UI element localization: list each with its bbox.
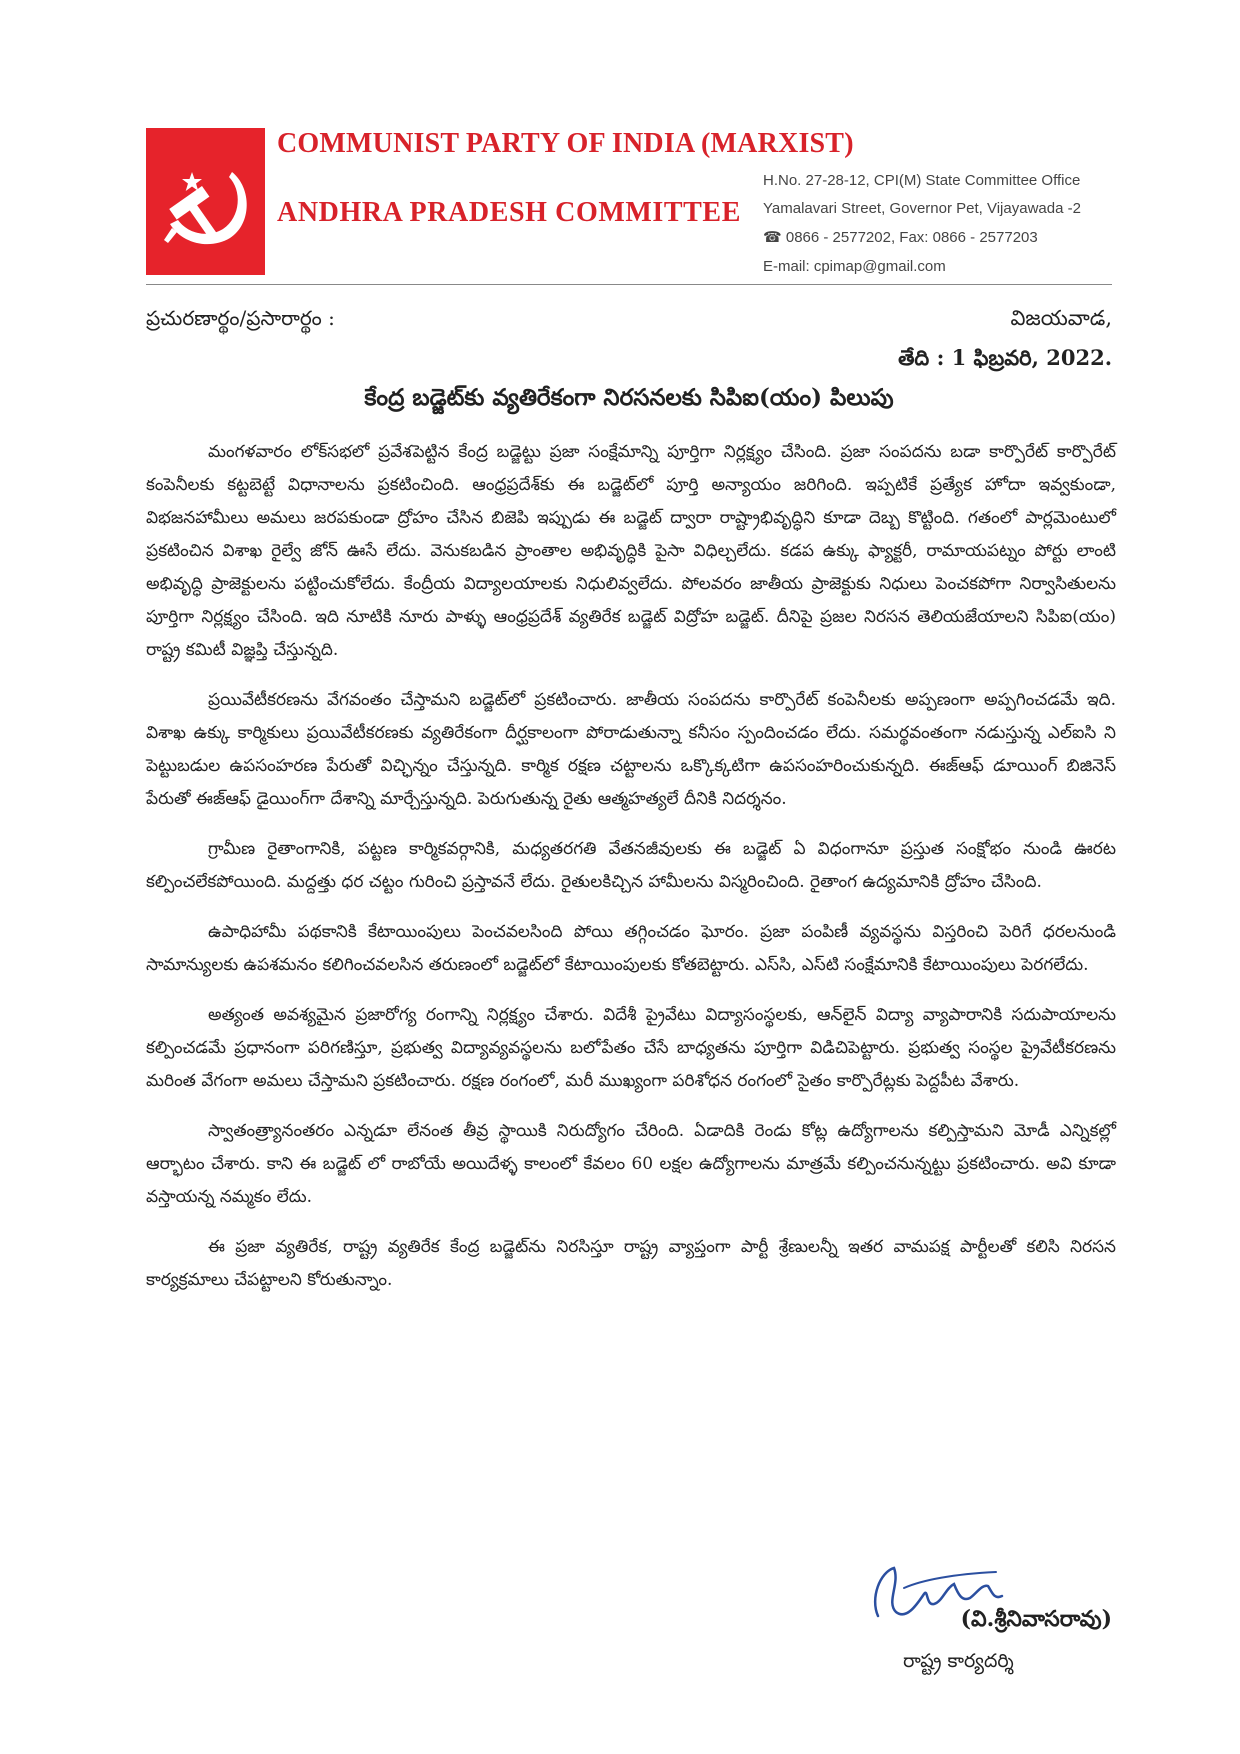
date: తేది : 1 ఫిబ్రవరి, 2022.: [898, 345, 1112, 370]
committee-name: ANDHRA PRADESH COMMITTEE: [277, 197, 741, 228]
hammer-sickle-star-icon: [146, 128, 265, 275]
paragraph-5: అత్యంత అవశ్యమైన ప్రజారోగ్య రంగాన్ని నిర్లక్ష్యం చేశారు. విదేశీ ప్రైవేటు విద్యాసంస్థలకు, ఆన్‌లైన్ విద్యా వ్యాపారానికి సదుపాయాలను కల్పించడమే ప్రధానంగా పరిగణిస్తూ, ప్రభుత్వ విద్యావ్యవస్థలను బలోపేతం చేసే బాధ్యతను పూర్తిగా విడిచిపెట్టారు. ప్రభుత్వ సంస్థల ప్రైవేటీకరణను మరింత వేగంగా అమలు చేస్తామని ప్రకటించారు. రక్షణ రంగంలో, మరీ ముఖ్యంగా పరిశోధన రంగంలో సైతం కార్పొరేట్లకు పెద్దపీట వేశారు.: [146, 1005, 1116, 1091]
press-release-body: [146, 436, 1116, 1314]
paragraph-4: ఉపాధిహామీ పథకానికి కేటాయింపులు పెంచవలసింది పోయి తగ్గించడం ఘోరం. ప్రజా పంపిణీ వ్యవస్థను విస్తరించి పెరిగే ధరలనుండి సామాన్యులకు ఉపశమనం కలిగించవలసిన తరుణంలో బడ్జెట్‌లో కేటాయింపులకు కోతబెట్టారు. ఎస్‌సి, ఎస్‌టి సంక్షేమానికి కేటాయింపులు పెరగలేదు.: [146, 922, 1116, 975]
email-line: E-mail: cpimap@gmail.com: [763, 258, 946, 275]
paragraph-2: ప్రయివేటీకరణను వేగవంతం చేస్తామని బడ్జెట్‌లో ప్రకటించారు. జాతీయ సంపదను కార్పొరేట్ కంపెనీలకు అప్పణంగా అప్పగించడమే ఇది. విశాఖ ఉక్కు కార్మికులు ప్రయివేటీకరణకు వ్యతిరేకంగా దీర్ఘకాలంగా పోరాడుతున్నా కనీసం స్పందించడం లేదు. సమర్థవంతంగా నడుస్తున్న ఎల్‌ఐసి ని పెట్టుబడుల ఉపసంహరణ పేరుతో విచ్ఛిన్నం చేస్తున్నది. కార్మిక రక్షణ చట్టాలను ఒక్కొక్కటిగా ఉపసంహరించుకున్నది. ఈజ్‌ఆఫ్ డూయింగ్ బిజినెస్ పేరుతో ఈజ్‌ఆఫ్ డైయింగ్‌గా దేశాన్ని మార్చేస్తున్నది. పెరుగుతున్న రైతు ఆత్మహత్యలే దీనికి నిదర్శనం.: [146, 690, 1116, 809]
paragraph-1: మంగళవారం లోక్‌సభలో ప్రవేశపెట్టిన కేంద్ర బడ్జెట్టు ప్రజా సంక్షేమాన్ని పూర్తిగా నిర్లక్ష్యం చేసింది. ప్రజా సంపదను బడా కార్పొరేట్ కార్పొరేట్ కంపెనీలకు కట్టబెట్టే విధానాలను ప్రకటించింది. ఆంధ్రప్రదేశ్‌కు ఈ బడ్జెట్‌లో పూర్తి అన్యాయం జరిగింది. ఇప్పటికే ప్రత్యేక హోదా ఇవ్వకుండా, విభజనహామీలు అమలు జరపకుండా ద్రోహం చేసిన బిజెపి ఇప్పుడు ఈ బడ్జెట్ ద్వారా రాష్ట్రాభివృద్ధిని కూడా దెబ్బ కొట్టింది. గతంలో పార్లమెంటులో ప్రకటించిన విశాఖ రైల్వే జోన్ ఊసే లేదు. వెనుకబడిన ప్రాంతాల అభివృద్ధికి పైసా విధిల్చలేదు. కడప ఉక్కు ఫ్యాక్టరీ, రామాయపట్నం పోర్టు లాంటి అభివృద్ధి ప్రాజెక్టులను పట్టించుకోలేదు. కేంద్రీయ విద్యాలయాలకు నిధులివ్వలేదు. పోలవరం జాతీయ ప్రాజెక్టుకు నిధులు పెంచకపోగా నిర్వాసితులను పూర్తిగా నిర్లక్ష్యం చేసింది. ఇది నూటికి నూరు పాళ్ళు ఆంధ్రప్రదేశ్ వ్యతిరేక బడ్జెట్ విద్రోహ బడ్జెట్. దీనిపై ప్రజల నిరసన తెలియజేయాలని సిపిఐ(యం) రాష్ట్ర కమిటీ విజ్ఞప్తి చేస్తున్నది.: [146, 442, 1116, 660]
address-line-2: Yamalavari Street, Governor Pet, Vijayawada -2: [763, 200, 1081, 217]
publication-label: ప్రచురణార్థం/ప్రసారార్థం :: [146, 306, 335, 330]
org-name: COMMUNIST PARTY OF INDIA (MARXIST): [277, 128, 854, 159]
city: విజయవాడ,: [1010, 306, 1112, 330]
header-divider: [146, 284, 1112, 285]
party-logo: [146, 128, 265, 275]
paragraph-3: గ్రామీణ రైతాంగానికి, పట్టణ కార్మికవర్గానికి, మధ్యతరగతి వేతనజీవులకు ఈ బడ్జెట్ ఏ విధంగానూ ప్రస్తుత సంక్షోభం నుండి ఊరట కల్పించలేకపోయింది. మద్దత్తు ధర చట్టం గురించి ప్రస్తావనే లేదు. రైతులకిచ్చిన హామీలను విస్మరించింది. రైతాంగ ఉద్యమానికి ద్రోహం చేసింది.: [146, 839, 1116, 892]
paragraph-6: స్వాతంత్ర్యానంతరం ఎన్నడూ లేనంత తీవ్ర స్థాయికి నిరుద్యోగం చేరింది. ఏడాదికి రెండు కోట్ల ఉద్యోగాలను కల్పిస్తామని మోడీ ఎన్నికల్లో ఆర్భాటం చేశారు. కాని ఈ బడ్జెట్ లో రాబోయే అయిదేళ్ళ కాలంలో కేవలం 60 లక్షల ఉద్యోగాలను మాత్రమే కల్పించనున్నట్టు ప్రకటించారు. అవి కూడా వస్తాయన్న నమ్మకం లేదు.: [146, 1121, 1116, 1207]
paragraph-7: ఈ ప్రజా వ్యతిరేక, రాష్ట్ర వ్యతిరేక కేంద్ర బడ్జెట్‌ను నిరసిస్తూ రాష్ట్ర వ్యాప్తంగా పార్టీ శ్రేణులన్నీ ఇతర వామపక్ష పార్టీలతో కలిసి నిరసన కార్యక్రమాలు చేపట్టాలని కోరుతున్నాం.: [146, 1237, 1116, 1290]
headline: కేంద్ర బడ్జెట్‌కు వ్యతిరేకంగా నిరసనలకు సిపిఐ(యం) పిలుపు: [364, 384, 894, 411]
signatory-name: (వి.శ్రీనివాసరావు): [960, 1606, 1112, 1632]
address-line-1: H.No. 27-28-12, CPI(M) State Committee Office: [763, 172, 1081, 189]
signatory-title: రాష్ట్ర కార్యదర్శి: [903, 1650, 1014, 1672]
phone-fax-line: ☎ 0866 - 2577202, Fax: 0866 - 2577203: [763, 229, 1038, 246]
